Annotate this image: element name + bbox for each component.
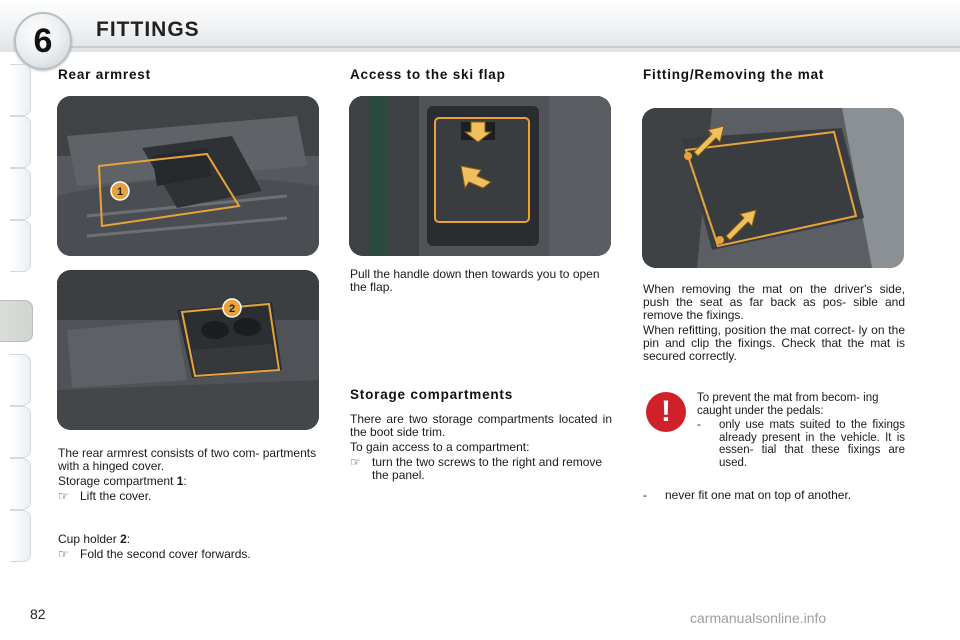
storage-label: Storage compartment xyxy=(58,474,174,488)
warning-item-1 xyxy=(697,419,905,469)
warning-intro: To prevent the mat from becom- ing caught under the pedals: xyxy=(697,392,879,417)
cup-label: Cup holder xyxy=(58,532,117,546)
callout-1-label: 1 xyxy=(116,186,124,198)
callout-2-label: 2 xyxy=(228,303,236,315)
warning-item-1-text: only use mats suited to the fixings already present in the vehicle. It is essen- tial that these fixings are used. xyxy=(719,419,905,469)
chapter-tab[interactable] xyxy=(10,510,31,562)
warning-text-block xyxy=(697,392,905,469)
storage-colon: : xyxy=(183,474,187,488)
ski-flap-photo xyxy=(349,96,611,256)
storage-compartments-text xyxy=(350,413,612,482)
mat-text-block xyxy=(643,283,905,363)
armrest-photo-storage xyxy=(57,96,319,256)
header-rule xyxy=(70,46,960,48)
storage-compartments-text1: There are two storage compartments located in the boot side trim. xyxy=(350,412,612,439)
cupholder-text-block xyxy=(58,533,320,561)
chapter-tabs xyxy=(0,64,34,576)
cup-bullet xyxy=(58,548,320,561)
chapter-tab[interactable] xyxy=(10,220,31,272)
watermark: carmanualsonline.info xyxy=(690,610,827,626)
storage-compartments-bullet-text: turn the two screws to the right and remove the panel. xyxy=(372,455,603,482)
chapter-tab[interactable] xyxy=(10,458,31,510)
mat-photo xyxy=(642,108,904,268)
armrest-intro: The rear armrest consists of two com- partments with a hinged cover. xyxy=(58,446,317,473)
warning-dash: - xyxy=(643,488,647,502)
warning-item-2 xyxy=(643,489,905,502)
chapter-tab[interactable] xyxy=(10,406,31,458)
storage-compartments-heading: Storage compartments xyxy=(350,387,514,402)
chapter-tab[interactable] xyxy=(10,64,31,116)
cup-colon: : xyxy=(126,532,131,546)
armrest-text-block xyxy=(58,447,320,503)
mat-text2: When refitting, position the mat correct- ly on the pin and clip the fixings. Check that the mat is secured correctly. xyxy=(643,323,905,363)
storage-compartment-line xyxy=(58,475,320,488)
warning-dash: - xyxy=(697,419,701,431)
storage-number: 1 xyxy=(176,474,184,488)
exclamation-warning-icon: ! xyxy=(646,392,686,432)
mat-heading: Fitting/Removing the mat xyxy=(643,67,825,82)
storage-compartments-bullet xyxy=(350,456,612,482)
cup-number: 2 xyxy=(120,532,127,546)
hand-pointer-icon: ☞ xyxy=(58,547,69,561)
storage-compartments-text2: To gain access to a compartment: xyxy=(350,440,530,454)
ski-flap-heading: Access to the ski flap xyxy=(350,67,506,82)
chapter-tab[interactable] xyxy=(10,116,31,168)
warning-item-2-text: never fit one mat on top of another. xyxy=(665,488,852,502)
mat-text1: When removing the mat on the driver's side, push the seat as far back as pos- sible and remove the fixings. xyxy=(643,282,905,322)
cup-bullet-text: Fold the second cover forwards. xyxy=(80,547,251,561)
chapter-number-badge: 6 xyxy=(14,12,72,70)
ski-flap-text: Pull the handle down then towards you to open the flap. xyxy=(350,267,600,294)
chapter-tab[interactable] xyxy=(10,354,31,406)
storage-bullet xyxy=(58,490,320,503)
chapter-tab-active[interactable] xyxy=(0,300,33,342)
hand-pointer-icon: ☞ xyxy=(58,489,69,503)
cup-holder-line xyxy=(58,533,320,546)
hand-pointer-icon: ☞ xyxy=(350,455,361,469)
chapter-title: FITTINGS xyxy=(96,18,200,41)
rear-armrest-heading: Rear armrest xyxy=(58,67,151,82)
storage-bullet-text: Lift the cover. xyxy=(80,489,152,503)
armrest-photo-cupholder xyxy=(57,270,319,430)
page-number: 82 xyxy=(30,606,46,622)
chapter-tab[interactable] xyxy=(10,168,31,220)
